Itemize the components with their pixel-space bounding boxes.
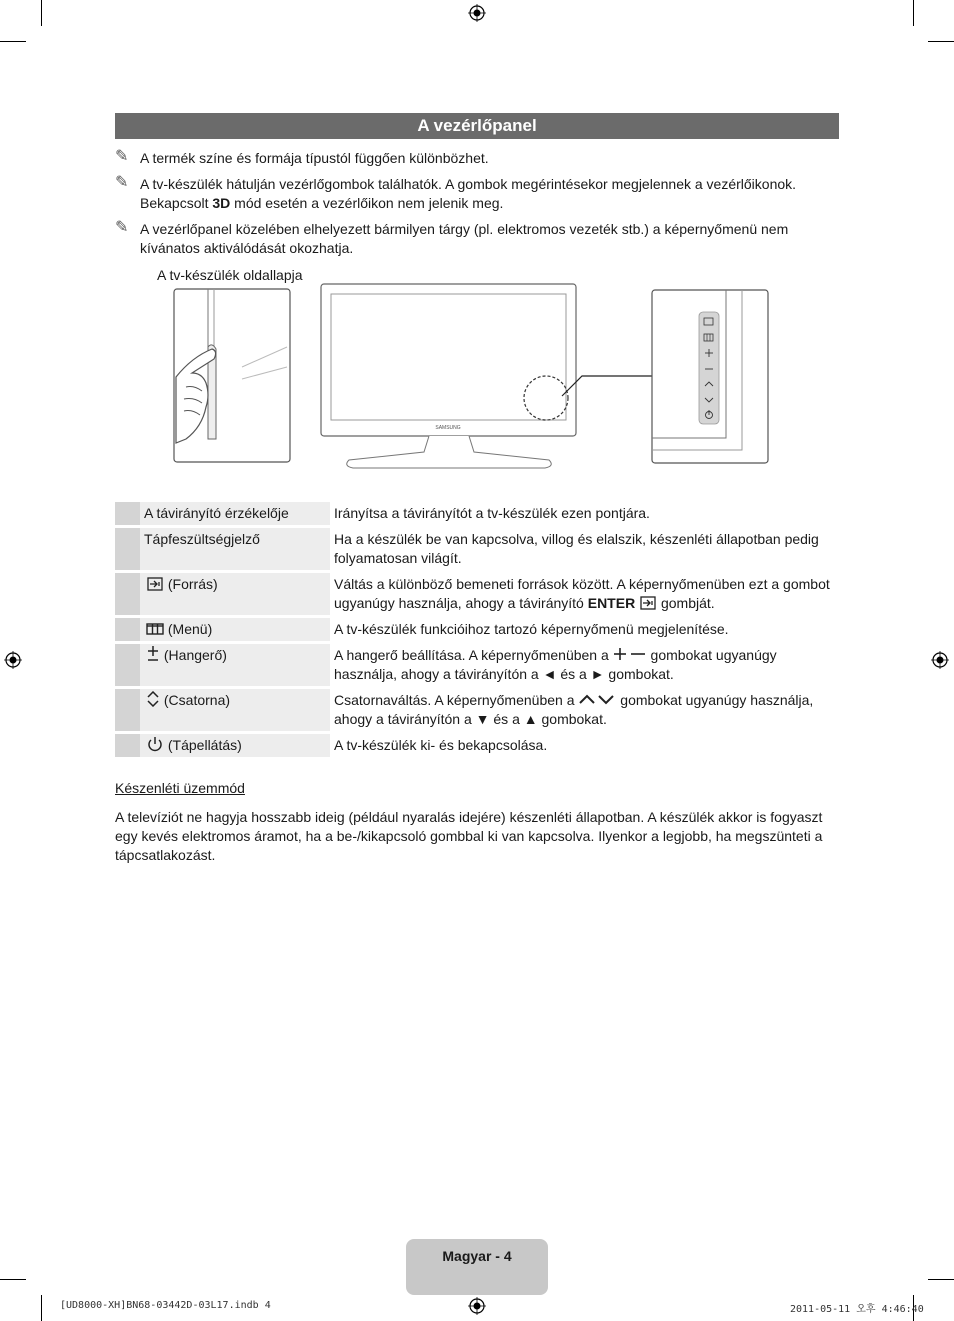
source-label: (Forrás): [167, 576, 218, 592]
registration-mark-bottom-icon: [468, 1297, 486, 1315]
note-item: [115, 220, 839, 258]
note-item: [115, 175, 839, 213]
row-label: [140, 573, 330, 615]
row-description: [330, 573, 839, 615]
row-marker: [115, 502, 140, 525]
row-marker: [115, 618, 140, 641]
row-label: [140, 734, 330, 757]
channel-desc-text: Csatornaváltás. A képernyőmenüben a: [334, 692, 575, 708]
note-text: A vezérlőpanel közelében elhelyezett bármilyen tárgy (pl. elektromos vezeték stb.) a képernyőmenü nem kívánatos aktiválódását okozhatja.: [140, 221, 789, 256]
pencil-note-icon: ✎: [115, 148, 129, 165]
note-text: A tv-készülék hátulján vezérlőgombok találhatók. A gombok megérintésekor megjelennek a vezérlőikonok. Bekapcsolt 3D mód esetén a vezérlőikon nem jelenik meg.: [140, 176, 797, 211]
row-description: A tv-készülék ki- és bekapcsolása.: [334, 737, 548, 753]
table-row: [115, 689, 839, 731]
standby-heading: Készenléti üzemmód: [115, 780, 245, 796]
volume-desc-text: A hangerő beállítása. A képernyőmenüben a: [334, 647, 609, 663]
pencil-note-icon: ✎: [115, 219, 129, 236]
figure-caption: A tv-készülék oldallapja: [157, 267, 303, 283]
row-description: A tv-készülék funkcióihoz tartozó képernyőmenü megjelenítése.: [334, 621, 729, 637]
row-description: Ha a készülék be van kapcsolva, villog és elalszik, készenléti állapotban pedig folyamatosan világít.: [334, 531, 819, 566]
row-description: Irányítsa a távirányítót a tv-készülék ezen pontjára.: [334, 505, 650, 521]
power-label: (Tápellátás): [167, 737, 242, 753]
file-info: [UD8000-XH]BN68-03442D-03L17.indb 4: [60, 1300, 271, 1311]
row-label: [140, 618, 330, 641]
table-row: [115, 618, 839, 641]
page-number: Magyar - 4: [406, 1239, 548, 1295]
plus-minus-inline-icon: [613, 648, 647, 660]
print-date: 2011-05-11 오후 4:46:40: [790, 1304, 924, 1315]
row-label: [140, 644, 330, 686]
standby-paragraph: A televíziót ne hagyja hosszabb ideig (például nyaralás idejére) készenléti állapotban. A készülék akkor is fogyaszt egy kevés elektromos áramot, ha a be-/kikapcsoló gombbal ki van kapcsolva. Ilyenkor a legjobb, ha megszünteti a tápcsatlakozást.: [115, 809, 823, 863]
brand-logo: SAMSUNG: [435, 425, 461, 431]
chevron-up-down-inline-icon: [578, 693, 616, 705]
table-row: [115, 573, 839, 615]
row-label: A távirányító érzékelője: [140, 502, 330, 525]
registration-mark-left-icon: [4, 651, 22, 669]
control-panel-detail: [650, 288, 772, 466]
volume-label: (Hangerő): [163, 647, 227, 663]
menu-label: (Menü): [167, 621, 213, 637]
plus-minus-icon: [146, 646, 160, 662]
table-row: [115, 644, 839, 686]
row-description: [330, 689, 839, 731]
control-table: [115, 499, 839, 760]
section-title: A vezérlőpanel: [115, 113, 839, 139]
row-label: Tápfeszültségjelző: [140, 528, 330, 570]
row-label: [140, 689, 330, 731]
menu-icon: [146, 622, 164, 636]
enter-key-label: ENTER: [587, 595, 636, 611]
table-row: [115, 528, 839, 570]
channel-desc-end: gombokat ugyanúgy használja, ahogy a távirányítón a ▼ és a ▲ gombokat.: [334, 692, 814, 727]
note-text: A termék színe és formája típustól függően különbözhet.: [140, 150, 489, 166]
channel-up-down-icon: [146, 691, 160, 707]
row-description: [330, 644, 839, 686]
registration-mark-top-icon: [468, 4, 486, 22]
source-desc-text: Váltás a különböző bemeneti források között. A képernyőmenüben ezt a gombot ugyanúgy használja, ahogy a távirányító: [334, 576, 830, 611]
row-marker: [115, 528, 140, 570]
enter-icon: [639, 596, 657, 610]
pencil-note-icon: ✎: [115, 174, 129, 191]
volume-desc-end: gombokat ugyanúgy használja, ahogy a távirányítón a ◄ és a ► gombokat.: [334, 647, 777, 682]
channel-label: (Csatorna): [163, 692, 231, 708]
tv-side-hand-illustration: [172, 287, 294, 465]
row-marker: [115, 573, 140, 615]
row-marker: [115, 644, 140, 686]
tv-front-illustration: [319, 282, 579, 472]
table-row: [115, 502, 839, 525]
registration-mark-right-icon: [931, 651, 949, 669]
note-item: [115, 149, 839, 168]
power-icon: [146, 736, 164, 752]
row-marker: [115, 689, 140, 731]
row-marker: [115, 734, 140, 757]
table-row: [115, 734, 839, 757]
source-desc-end: gombját.: [660, 595, 715, 611]
source-icon: [146, 577, 164, 591]
leader-line: [560, 370, 655, 400]
